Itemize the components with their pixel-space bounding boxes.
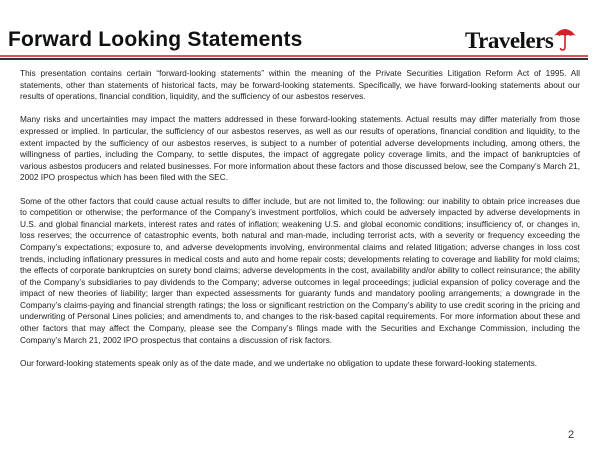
header-rule-red (0, 55, 588, 57)
logo-text: Travelers (465, 28, 554, 53)
header-rule-dark (0, 58, 588, 60)
paragraph-intro: This presentation contains certain “forward-looking statements” within the meaning of the Private Securities Litigation Reform Act of 1995. All statements, other than statements of historical facts, may be forward-looking statements. Specifically, we have forward-looking statements about our results of operations, financial condition, liquidity, and the sufficiency of our asbestos reserves. (20, 68, 580, 102)
travelers-logo (465, 26, 577, 52)
slide-title: Forward Looking Statements (8, 28, 303, 51)
paragraph-risks: Many risks and uncertainties may impact the matters addressed in these forward-looking statements. Actual results may differ materially from those expressed or implied. In particular, the sufficiency of our asbestos reserves, as well as our results of operations, financial condition and liquidity, to the extent impacted by the sufficiency of our asbestos reserves, is subject to a number of potential adverse developments including, among others, the willingness of parties, including the Company, to settle disputes, the impact of aggregate policy coverage limits, and the impact of bankruptcies of various asbestos producers and related businesses. For more information about these factors and those discussed below, see the Company’s March 21, 2002 IPO prospectus which has been filed with the SEC. (20, 114, 580, 183)
paragraph-no-obligation: Our forward-looking statements speak only as of the date made, and we undertake no obligation to update these forward-looking statements. (20, 357, 538, 368)
slide-body (20, 68, 580, 381)
umbrella-icon (553, 26, 577, 52)
page-number: 2 (568, 429, 575, 441)
paragraph-other-factors: Some of the other factors that could cause actual results to differ include, but are not limited to, the following: our inability to obtain price increases due to competition or otherwise; the performance of the Company’s investment portfolios, which could be adversely impacted by adverse developments in U.S. and global financial markets, interest rates and rates of inflation; weakening U.S. and global economic conditions; insufficiency of, or changes in, loss reserves; the occurrence of catastrophic events, both natural and man-made, including terrorist acts, with a severity or frequency exceeding the Company’s expectations; exposure to, and adverse developments involving, environmental claims and related litigation; adverse changes in loss cost trends, including inflationary pressures in medical costs and auto and home repair costs; developments relating to coverage and liability for mold claims; the effects of corporate bankruptcies on surety bond claims; adverse developments in the cost, availability and/or ability to collect reinsurance; the ability of the Company’s subsidiaries to pay dividends to the Company; adverse outcomes in legal proceedings; judicial expansion of policy coverage and the impact of new theories of liability; larger than expected assessments for guaranty funds and mandatory pooling arrangements; a downgrade in the Company’s claims-paying and financial strength ratings; the loss or significant restriction on the Company’s ability to use credit scoring in the pricing and underwriting of Personal Lines policies; and amendments to, and changes to the risk-based capital requirements. For more information about these and other factors that may affect the Company, please see the Company’s filings made with the Securities and Exchange Commission, including the Company’s March 21, 2002 IPO prospectus that contains a discussion of risk factors. (20, 195, 580, 345)
